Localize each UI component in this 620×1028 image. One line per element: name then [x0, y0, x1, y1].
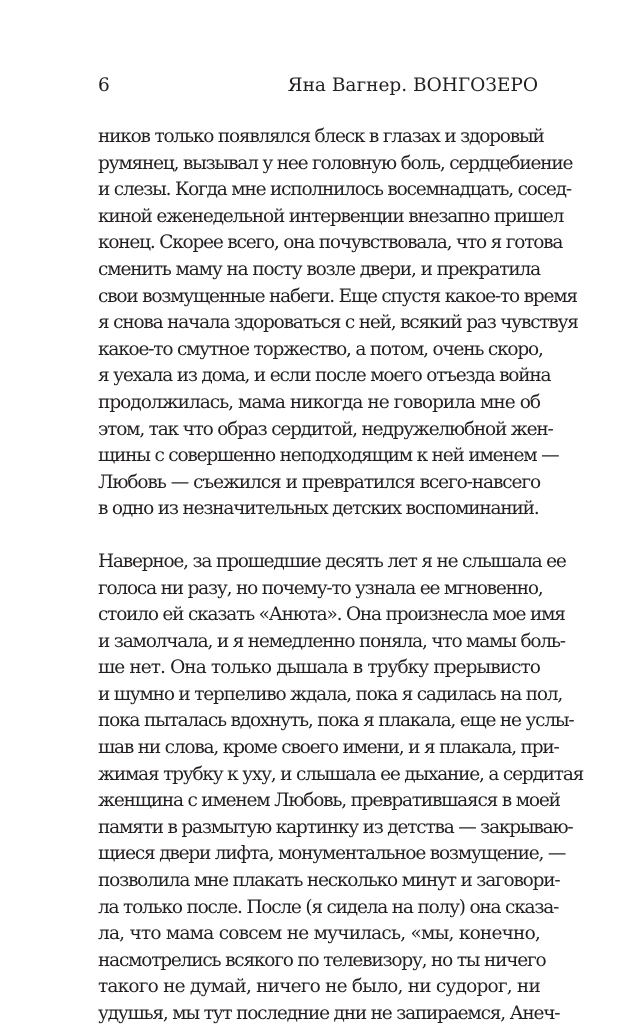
running-head: Яна Вагнер. ВОНГОЗЕРО [287, 75, 538, 96]
text-line: Наверное, за прошедшие десять лет я не слышала ее [98, 550, 566, 572]
paragraph-2 [98, 549, 584, 1028]
text-line: какое-то смутное торжество, а потом, очень скоро, [98, 338, 543, 360]
text-line: женщина с именем Любовь, превратившаяся в моей [98, 790, 560, 812]
text-line: удушья, мы тут последние дни не запираемся, Анеч- [98, 1003, 560, 1024]
text-line: свои возмущенные набеги. Еще спустя какое-то время [98, 285, 577, 307]
text-line: в одно из незначительных детских воспоминаний. [98, 498, 539, 520]
text-line: пока пыталась вдохнуть, пока я плакала, еще не услы- [98, 710, 574, 732]
text-line: такого не думай, ничего не было, ни судорог, ни [98, 976, 540, 998]
text-line: ше нет. Она только дышала в трубку прерывисто [98, 657, 540, 679]
text-line: я уехала из дома, и если после моего отъезда война [98, 365, 551, 387]
paragraph-1 [98, 124, 578, 523]
text-line: жимая трубку к уху, и слышала ее дыхание, а сердитая [98, 763, 584, 785]
text-line: и замолчала, и я немедленно поняла, что мамы боль- [98, 630, 565, 652]
text-line: продолжилась, мама никогда не говорила мне об [98, 391, 540, 413]
page-header [98, 75, 538, 103]
text-line: этом, так что образ сердитой, недружелюбной жен- [98, 418, 553, 440]
text-line: и шумно и терпеливо ждала, пока я садилась на пол, [98, 683, 563, 705]
paragraph-spacer [98, 523, 540, 549]
text-line: я снова начала здороваться с ней, всякий раз чувствуя [98, 312, 578, 334]
text-line: шав ни слова, кроме своего имени, и я плакала, при- [98, 737, 559, 759]
text-line: сменить маму на посту возле двери, и прекратила [98, 258, 540, 280]
text-line: памяти в размытую картинку из детства — закрываю- [98, 816, 573, 838]
text-line: голоса ни разу, но почему-то узнала ее мгновенно, [98, 577, 543, 599]
text-line: стоило ей сказать «Анюта». Она произнесла мое имя [98, 604, 565, 626]
text-line: Любовь — съежился и превратился всего-навсего [98, 471, 540, 493]
text-line: и слезы. Когда мне исполнилось восемнадцать, сосед- [98, 179, 571, 201]
body-text [98, 124, 584, 1028]
text-line: румянец, вызывал у нее головную боль, сердцебиение [98, 152, 573, 174]
text-line: щиеся двери лифта, монументальное возмущение, — [98, 843, 566, 865]
page-number: 6 [98, 75, 110, 96]
text-line: киной еженедельной интервенции внезапно пришел [98, 205, 564, 227]
text-line: ла только после. После (я сидела на полу) она сказа- [98, 896, 559, 918]
text-line: насмотрелись всякого по телевизору, но ты ничего [98, 949, 546, 971]
text-line: щины с совершенно неподходящим к ней именем — [98, 445, 559, 467]
text-line: ла, что мама совсем не мучилась, «мы, конечно, [98, 923, 540, 945]
text-line: позволила мне плакать несколько минут и заговори- [98, 870, 560, 892]
text-line: ников только появлялся блеск в глазах и здоровый [98, 126, 544, 147]
text-line: конец. Скорее всего, она почувствовала, что я готова [98, 232, 563, 254]
